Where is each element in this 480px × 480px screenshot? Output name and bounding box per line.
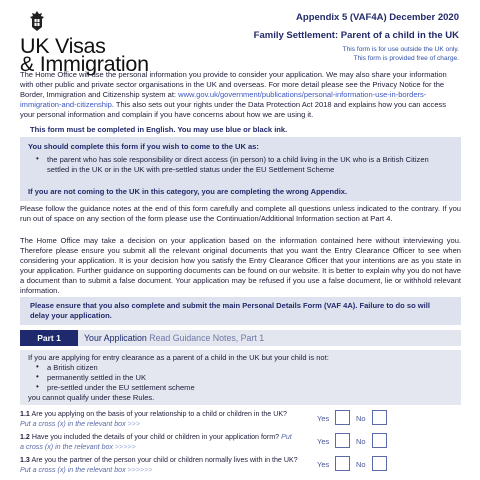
personal-details-notice-box	[20, 297, 461, 325]
question-hint: Put a cross (x) in the relevant box	[20, 419, 126, 428]
question-1-2: 1.2 Have you included the details of your child or children in your application form? Put a cross (x) in the relevant box >>>>>	[20, 433, 292, 451]
bullet-icon: •	[36, 372, 39, 381]
guidance-paragraph: Please follow the guidance notes at the end of this form carefully and complete all questions unless indicated to the contrary. If you run out of space on any section of the form please use the Continuation/Additional Information section at Part 4.	[20, 204, 461, 223]
personal-details-notice: Please ensure that you also complete and submit the main Personal Details Form (VAF 4A). Failure to do so will delay your application.	[30, 301, 430, 320]
privacy-notice-link[interactable]: www.gov.uk/government/publications/personal-information-use-in-borders-immigration-and-citizenship	[20, 89, 427, 109]
part1-bullet-2: permanently settled in the UK	[47, 373, 147, 382]
part1-title	[84, 330, 264, 346]
logo-text-line1: UK Visas	[20, 34, 106, 58]
question-hint: Put a cross (x) in the relevant box	[20, 465, 126, 474]
english-notice: This form must be completed in English. You may use blue or black ink.	[30, 125, 288, 134]
eligibility-box	[20, 137, 461, 201]
part1-bullet-3: pre-settled under the EU settlement scheme	[47, 383, 195, 392]
q1-2-yes-checkbox[interactable]	[335, 433, 350, 448]
logo-text-line2: & Immigration	[20, 52, 149, 76]
q1-3-yes-checkbox[interactable]	[335, 456, 350, 471]
no-label: No	[356, 437, 366, 446]
arrow-indicator: >>>>>>	[127, 465, 153, 474]
q1-2-no-checkbox[interactable]	[372, 433, 387, 448]
no-label: No	[356, 414, 366, 423]
yes-label: Yes	[317, 414, 330, 423]
question-1-3: 1.3 Are you the partner of the person your child or children normally lives with in the UK? Put a cross (x) in the relevant box >>>>>>	[20, 456, 298, 474]
arrow-indicator: >>>	[127, 419, 141, 428]
yes-label: Yes	[317, 437, 330, 446]
question-1-1: 1.1 Are you applying on the basis of your relationship to a child or children in the UK? Put a cross (x) in the relevant box >>>	[20, 410, 287, 428]
part1-label: Part 1	[20, 330, 78, 346]
decision-paragraph: The Home Office may take a decision on your application based on the information contained here without interviewing you. Therefore please ensure you submit all the relevant original documents that you want the Entry Clearance Officer to see when considering your application. It is your decision how you satisfy the Entry Clearance Officer that your intentions are as you state in your application. Further guidance on supporting documents can be found on our website. It is better to explain why you do not have a document than to submit a false document. Your application may be refused if you use a false document, lie or withhold relevant information.	[20, 236, 461, 295]
privacy-paragraph: The Home Office will use the personal information you provide to consider your application. We may also share your information with other public and private sector organisations in the UK and overseas. For more detail please see the Privacy Notice for the Border, Immigration and Citizenship system at: www.gov.uk/government/publications/personal-information-use-in-borders-immigration-and-citizenship. This also sets out your rights under the Data Protection Act 2018 and explains how you can access your personal information and complain if you have concerns about how we are using it.	[20, 70, 447, 119]
part1-intro: If you are applying for entry clearance as a parent of a child in the UK but your child is not:	[28, 353, 329, 362]
part1-bullet-1: a British citizen	[47, 363, 98, 372]
eligibility-heading: You should complete this form if you wish to come to the UK as:	[28, 142, 259, 151]
q1-3-no-checkbox[interactable]	[372, 456, 387, 471]
part1-intro-box	[20, 350, 461, 405]
yes-label: Yes	[317, 460, 330, 469]
usage-note: This form is for use outside the UK only.	[342, 46, 459, 53]
form-title: Family Settlement: Parent of a child in the UK	[253, 30, 459, 41]
no-label: No	[356, 460, 366, 469]
eligibility-footer: If you are not coming to the UK in this category, you are completing the wrong Appendix.	[28, 187, 348, 196]
bullet-icon: •	[36, 154, 39, 163]
part1-subtitle: Read Guidance Notes, Part 1	[149, 333, 265, 343]
eligibility-bullet: the parent who has sole responsibility or direct access (in person) to a child living in the UK who is a British Citizen settled in the UK or in the UK with pre-settled status under the EU Settlement Scheme	[47, 155, 429, 174]
bullet-icon: •	[36, 382, 39, 391]
royal-crest-icon	[27, 10, 47, 32]
arrow-indicator: >>>>>	[115, 442, 136, 451]
appendix-title: Appendix 5 (VAF4A) December 2020	[296, 12, 459, 23]
bullet-icon: •	[36, 362, 39, 371]
q1-1-no-checkbox[interactable]	[372, 410, 387, 425]
free-note: This form is provided free of charge.	[353, 55, 459, 62]
part1-heading: Your Application	[84, 333, 147, 343]
part1-outro: you cannot qualify under these Rules.	[28, 393, 155, 402]
q1-1-yes-checkbox[interactable]	[335, 410, 350, 425]
question-hint: a cross (x) in the relevant box	[20, 442, 114, 451]
